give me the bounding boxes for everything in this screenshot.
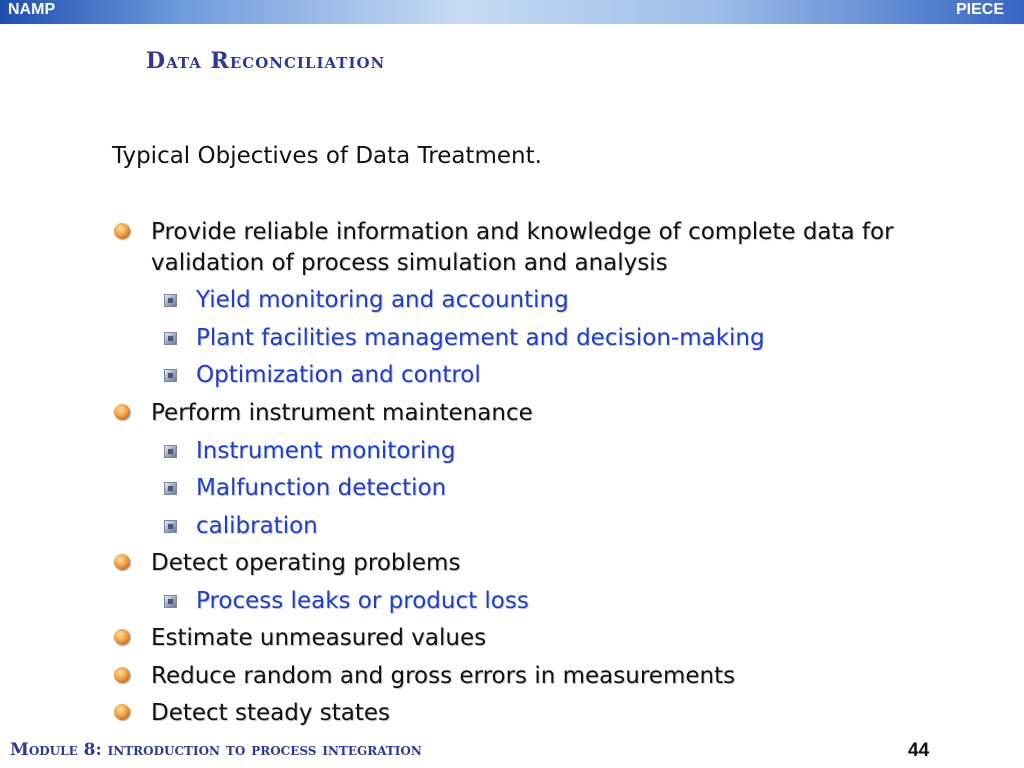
orange-ball-bullet-icon bbox=[114, 667, 130, 683]
slide-intro: Typical Objectives of Data Treatment. bbox=[112, 143, 542, 169]
gray-square-bullet-icon bbox=[164, 520, 177, 533]
gray-square-bullet-icon bbox=[164, 294, 177, 307]
orange-ball-bullet-icon bbox=[114, 704, 130, 720]
bullet-text: Perform instrument maintenance bbox=[151, 400, 533, 426]
bullet-text: Reduce random and gross errors in measurements bbox=[151, 663, 736, 689]
gray-square-bullet-icon bbox=[164, 445, 177, 458]
bullet-text: Estimate unmeasured values bbox=[151, 625, 487, 651]
bullet-text: Detect steady states bbox=[151, 700, 391, 726]
orange-ball-bullet-icon bbox=[114, 404, 130, 420]
sub-bullet-text: Optimization and control bbox=[196, 362, 481, 388]
sub-bullet-text: calibration bbox=[196, 513, 318, 539]
top-banner bbox=[0, 0, 1024, 24]
sub-bullet-text: Instrument monitoring bbox=[196, 438, 456, 464]
bullet-text-continuation: validation of process simulation and analysis bbox=[151, 250, 668, 276]
orange-ball-bullet-icon bbox=[114, 629, 130, 645]
banner-left-label: NAMP bbox=[8, 1, 56, 18]
bullet-text: Provide reliable information and knowledge of complete data for bbox=[151, 219, 894, 245]
banner-right-label: PIECE bbox=[955, 1, 1004, 18]
sub-bullet-text: Yield monitoring and accounting bbox=[196, 287, 569, 313]
sub-bullet-text: Plant facilities management and decision-making bbox=[196, 325, 765, 351]
orange-ball-bullet-icon bbox=[114, 554, 130, 570]
gray-square-bullet-icon bbox=[164, 369, 177, 382]
footer-module-label: Module 8: introduction to process integration bbox=[10, 740, 422, 760]
gray-square-bullet-icon bbox=[164, 595, 177, 608]
bullet-text: Detect operating problems bbox=[151, 550, 461, 576]
orange-ball-bullet-icon bbox=[114, 223, 130, 239]
slide-title: Data Reconciliation bbox=[146, 48, 386, 74]
page-number: 44 bbox=[908, 740, 930, 761]
sub-bullet-text: Malfunction detection bbox=[196, 475, 447, 501]
sub-bullet-text: Process leaks or product loss bbox=[196, 588, 529, 614]
gray-square-bullet-icon bbox=[164, 482, 177, 495]
gray-square-bullet-icon bbox=[164, 332, 177, 345]
